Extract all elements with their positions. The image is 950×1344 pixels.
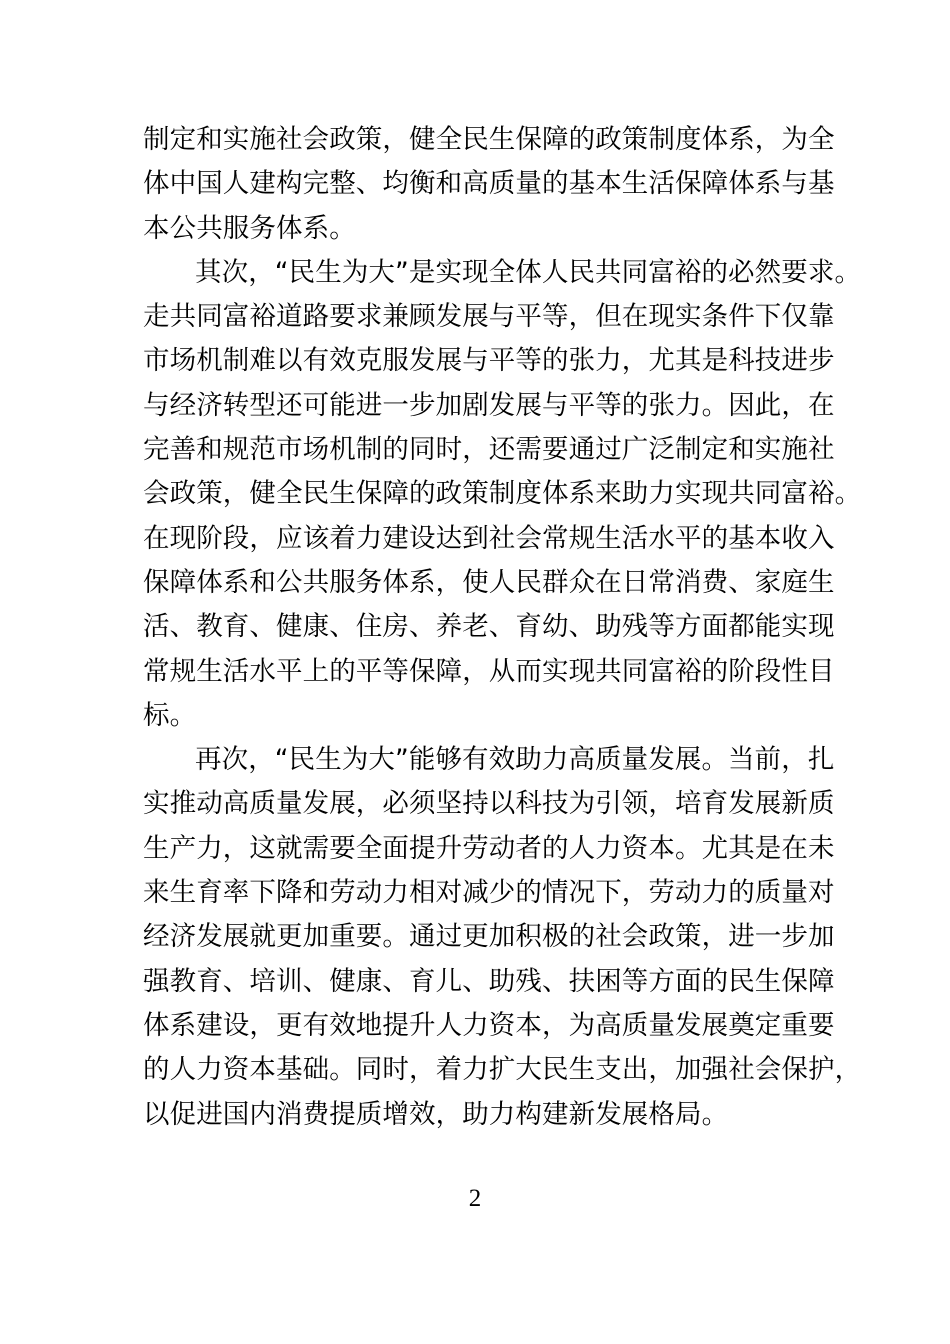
- paragraph-continuation: [143, 118, 835, 251]
- text-line: 本公共服务体系。: [143, 212, 356, 244]
- text-line: 经济发展就更加重要。通过更加积极的社会政策，进一步加: [143, 921, 835, 953]
- text-line: 在现阶段，应该着力建设达到社会常规生活水平的基本收入: [143, 522, 835, 554]
- text-line: 再次，“民生为大”能够有效助力高质量发展。当前，扎: [195, 744, 835, 776]
- text-line: 体系建设，更有效地提升人力资本，为高质量发展奠定重要: [143, 1009, 835, 1041]
- text-line: 保障体系和公共服务体系，使人民群众在日常消费、家庭生: [143, 566, 835, 598]
- text-line: 实推动高质量发展，必须坚持以科技为引领，培育发展新质: [143, 788, 835, 820]
- text-line: 的人力资本基础。同时，着力扩大民生支出，加强社会保护，: [143, 1054, 862, 1086]
- text-line: 体中国人建构完整、均衡和高质量的基本生活保障体系与基: [143, 168, 835, 200]
- text-line: 制定和实施社会政策，健全民生保障的政策制度体系，为全: [143, 124, 835, 155]
- text-line: 市场机制难以有效克服发展与平等的张力，尤其是科技进步: [143, 345, 835, 377]
- page-number: 2: [468, 1185, 482, 1212]
- text-line: 其次，“民生为大”是实现全体人民共同富裕的必然要求。: [195, 256, 862, 288]
- text-line: 来生育率下降和劳动力相对减少的情况下，劳动力的质量对: [143, 877, 835, 909]
- text-line: 完善和规范市场机制的同时，还需要通过广泛制定和实施社: [143, 434, 835, 466]
- text-line: 生产力，这就需要全面提升劳动者的人力资本。尤其是在未: [143, 832, 835, 864]
- text-line: 常规生活水平上的平等保障，从而实现共同富裕的阶段性目: [143, 655, 835, 687]
- text-line: 标。: [143, 699, 197, 731]
- paragraph-common-prosperity: [143, 251, 862, 738]
- text-line: 会政策，健全民生保障的政策制度体系来助力实现共同富裕。: [143, 478, 862, 510]
- text-line: 与经济转型还可能进一步加剧发展与平等的张力。因此，在: [143, 389, 835, 421]
- text-line: 活、教育、健康、住房、养老、育幼、助残等方面都能实现: [143, 611, 835, 643]
- body-text: [143, 118, 862, 1137]
- text-line: 强教育、培训、健康、育儿、助残、扶困等方面的民生保障: [143, 965, 835, 997]
- text-line: 以促进国内消费提质增效，助力构建新发展格局。: [143, 1098, 729, 1130]
- paragraph-high-quality-development: [143, 738, 862, 1137]
- text-line: 走共同富裕道路要求兼顾发展与平等，但在现实条件下仅靠: [143, 301, 835, 333]
